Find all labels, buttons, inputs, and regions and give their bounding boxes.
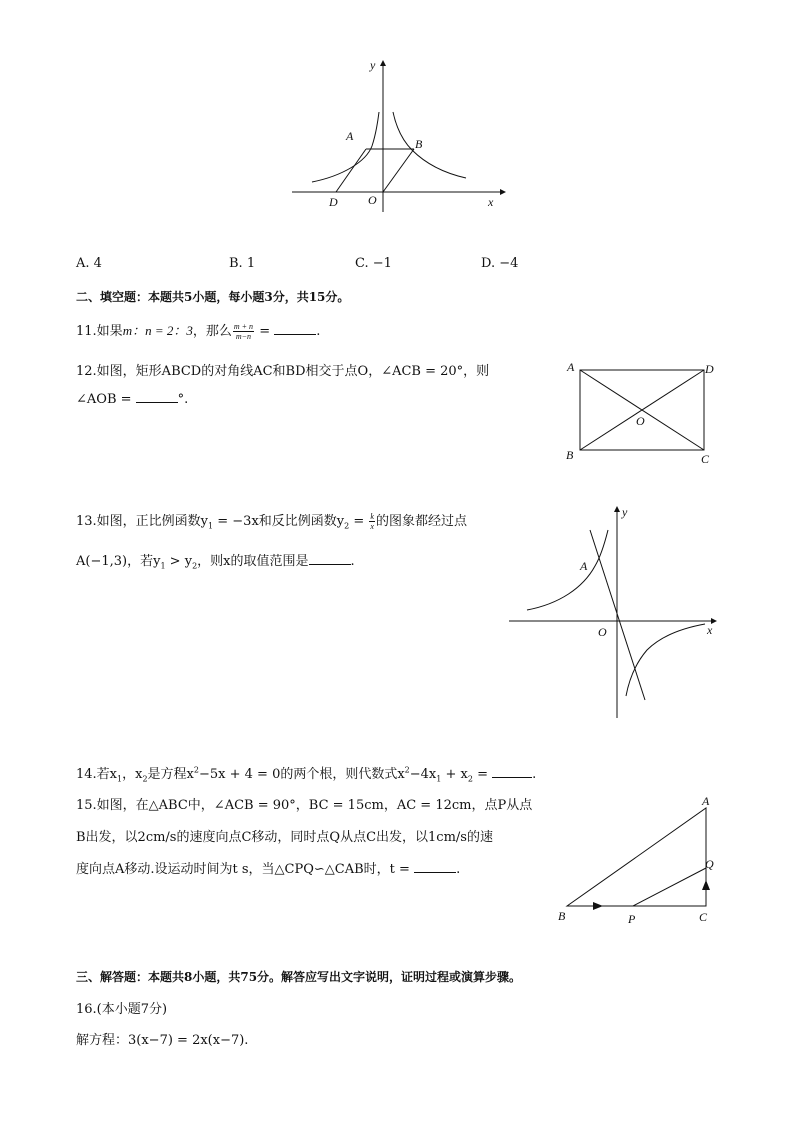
label-O: O [368, 193, 377, 207]
label-P: P [628, 912, 636, 926]
figure-q15-triangle [555, 792, 725, 930]
question-16-title: 16.(本小题7分) [76, 1002, 168, 1017]
question-15-line2: B出发，以2cm/s的速度向点C移动，同时点Q从点C出发，以1cm/s的速 [76, 830, 493, 845]
question-13-line2: A(−1,3)，若$y_1 > y_2$，则x的取值范围是 . [76, 554, 355, 571]
figure-q13-function-graph [505, 500, 720, 722]
label-A: A [702, 794, 710, 808]
label-Q: Q [705, 857, 714, 871]
label-D: D [329, 195, 338, 209]
fraction: $\frac{m + n}{m-n}$ [233, 322, 254, 341]
figure-q10-hyperbola-graph [280, 52, 510, 217]
label-y: y [370, 58, 376, 72]
answer-blank-11[interactable] [274, 322, 316, 335]
label-x: x [488, 195, 494, 209]
question-11: 11.如果m：n = 2：3，那么 $\frac{m + n}{m-n}$ = . [76, 322, 321, 341]
label-D: D [705, 362, 714, 376]
label-B: B [415, 137, 423, 151]
label-y: y [622, 505, 628, 519]
question-15-line3: 度向点A移动.设运动时间为t s，当△CPQ∽△CAB时，t = . [76, 862, 461, 877]
section2-title: 二、填空题：本题共5小题，每小题3分，共15分。 [76, 290, 350, 304]
fraction-k-over-x: $\frac{k}{x}$ [370, 512, 374, 531]
section3-title: 三、解答题：本题共8小题，共75分。解答应写出文字说明，证明过程或演算步骤。 [76, 970, 522, 984]
label-A: A [580, 559, 588, 573]
answer-blank-14[interactable] [492, 765, 532, 778]
choice-b: B. 1 [229, 256, 256, 271]
question-16-text: 解方程：3(x−7) = 2x(x−7). [76, 1033, 249, 1048]
label-O: O [598, 625, 607, 639]
label-C: C [699, 910, 708, 924]
label-O: O [636, 414, 645, 428]
answer-blank-15[interactable] [414, 860, 456, 873]
choice-a: A. 4 [76, 256, 102, 271]
label-A: A [346, 129, 354, 143]
question-13-line1: 13.如图，正比例函数$y_1 = -3x$和反比例函数$y_2$ = $\frac{k}{x}$ 的图象都经过点 [76, 512, 467, 531]
choice-d: D. −4 [481, 256, 519, 271]
answer-blank-13[interactable] [309, 552, 351, 565]
label-C: C [701, 452, 710, 466]
question-14: 14.若$x_1$，$x_2$是方程$x^2-5x + 4 = 0$的两个根，则代数式$x^2-4x_1 + x_2$ = . [76, 765, 537, 784]
question-12-line2: ∠AOB = °. [76, 392, 189, 407]
question-12-line1: 12.如图，矩形ABCD的对角线AC和BD相交于点O，∠ACB = 20°，则 [76, 364, 490, 379]
answer-blank-12[interactable] [136, 390, 178, 403]
label-A: A [567, 360, 575, 374]
label-B: B [566, 448, 574, 462]
label-B: B [558, 909, 566, 923]
question-15-line1: 15.如图，在△ABC中，∠ACB = 90°，BC = 15cm，AC = 12cm，点P从点 [76, 798, 533, 813]
choice-c: C. −1 [355, 256, 392, 271]
figure-q12-rectangle [560, 356, 730, 468]
label-x: x [707, 623, 713, 637]
